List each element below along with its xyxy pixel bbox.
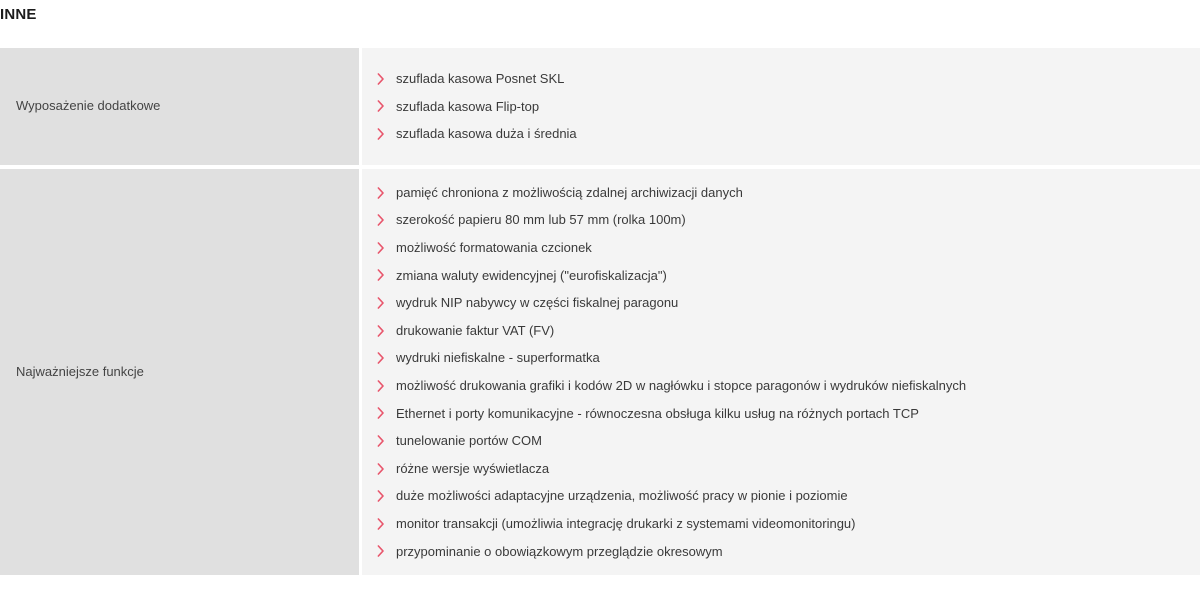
list-item: [362, 317, 1200, 345]
chevron-right-icon: [376, 179, 386, 207]
list-item-label: możliwość drukowania grafiki i kodów 2D w nagłówku i stopce paragonów i wydruków niefiskalnych: [396, 377, 967, 393]
list-item: [362, 262, 1200, 290]
chevron-right-icon: [376, 427, 386, 455]
list-item-label: przypominanie o obowiązkowym przeglądzie okresowym: [396, 543, 723, 559]
list-item-label: zmiana waluty ewidencyjnej ("eurofiskalizacja"): [396, 267, 667, 283]
row-content-cell: [362, 169, 1200, 575]
list-item: [362, 400, 1200, 428]
chevron-right-icon: [376, 344, 386, 372]
list-item-label: monitor transakcji (umożliwia integrację drukarki z systemami videomonitoringu): [396, 515, 856, 531]
list-item: [362, 65, 1200, 93]
chevron-right-icon: [376, 510, 386, 538]
row-label: Wyposażenie dodatkowe: [16, 98, 161, 114]
list-item: [362, 372, 1200, 400]
list-item-label: wydruk NIP nabywcy w części fiskalnej paragonu: [396, 295, 679, 311]
specification-table: [0, 48, 1200, 575]
list-item: [362, 289, 1200, 317]
list-item: [362, 510, 1200, 538]
specification-table-body: [0, 48, 1200, 575]
list-item: [362, 538, 1200, 566]
chevron-right-icon: [376, 262, 386, 290]
list-item-label: szerokość papieru 80 mm lub 57 mm (rolka 100m): [396, 212, 686, 228]
list-item-label: wydruki niefiskalne - superformatka: [396, 350, 600, 366]
row-label-cell: [0, 169, 362, 575]
list-item-label: tunelowanie portów COM: [396, 433, 542, 449]
list-item: [362, 344, 1200, 372]
chevron-right-icon: [376, 120, 386, 148]
chevron-right-icon: [376, 206, 386, 234]
list-item-label: różne wersje wyświetlacza: [396, 460, 550, 476]
chevron-right-icon: [376, 372, 386, 400]
table-row: [0, 48, 1200, 165]
list-item-label: możliwość formatowania czcionek: [396, 239, 592, 255]
row-label-cell: [0, 48, 362, 165]
feature-list: [362, 179, 1200, 565]
list-item-label: duże możliwości adaptacyjne urządzenia, możliwość pracy w pionie i poziomie: [396, 488, 848, 504]
chevron-right-icon: [376, 317, 386, 345]
list-item-label: pamięć chroniona z możliwością zdalnej archiwizacji danych: [396, 184, 743, 200]
chevron-right-icon: [376, 65, 386, 93]
feature-list: [362, 65, 1200, 148]
chevron-right-icon: [376, 455, 386, 483]
chevron-right-icon: [376, 538, 386, 566]
page-title: INNE: [0, 6, 37, 23]
chevron-right-icon: [376, 93, 386, 121]
list-item: [362, 179, 1200, 207]
chevron-right-icon: [376, 482, 386, 510]
table-row: [0, 169, 1200, 575]
list-item-label: szuflada kasowa duża i średnia: [396, 126, 577, 142]
list-item: [362, 120, 1200, 148]
list-item-label: Ethernet i porty komunikacyjne - równoczesna obsługa kilku usług na różnych portach TCP: [396, 405, 919, 421]
chevron-right-icon: [376, 400, 386, 428]
list-item: [362, 206, 1200, 234]
list-item-label: szuflada kasowa Posnet SKL: [396, 71, 565, 86]
row-label: Najważniejsze funkcje: [16, 363, 144, 379]
chevron-right-icon: [376, 289, 386, 317]
list-item-label: szuflada kasowa Flip-top: [396, 98, 540, 114]
list-item: [362, 234, 1200, 262]
list-item: [362, 455, 1200, 483]
list-item: [362, 93, 1200, 121]
list-item-label: drukowanie faktur VAT (FV): [396, 322, 555, 338]
list-item: [362, 482, 1200, 510]
chevron-right-icon: [376, 234, 386, 262]
row-content-cell: [362, 48, 1200, 165]
list-item: [362, 427, 1200, 455]
